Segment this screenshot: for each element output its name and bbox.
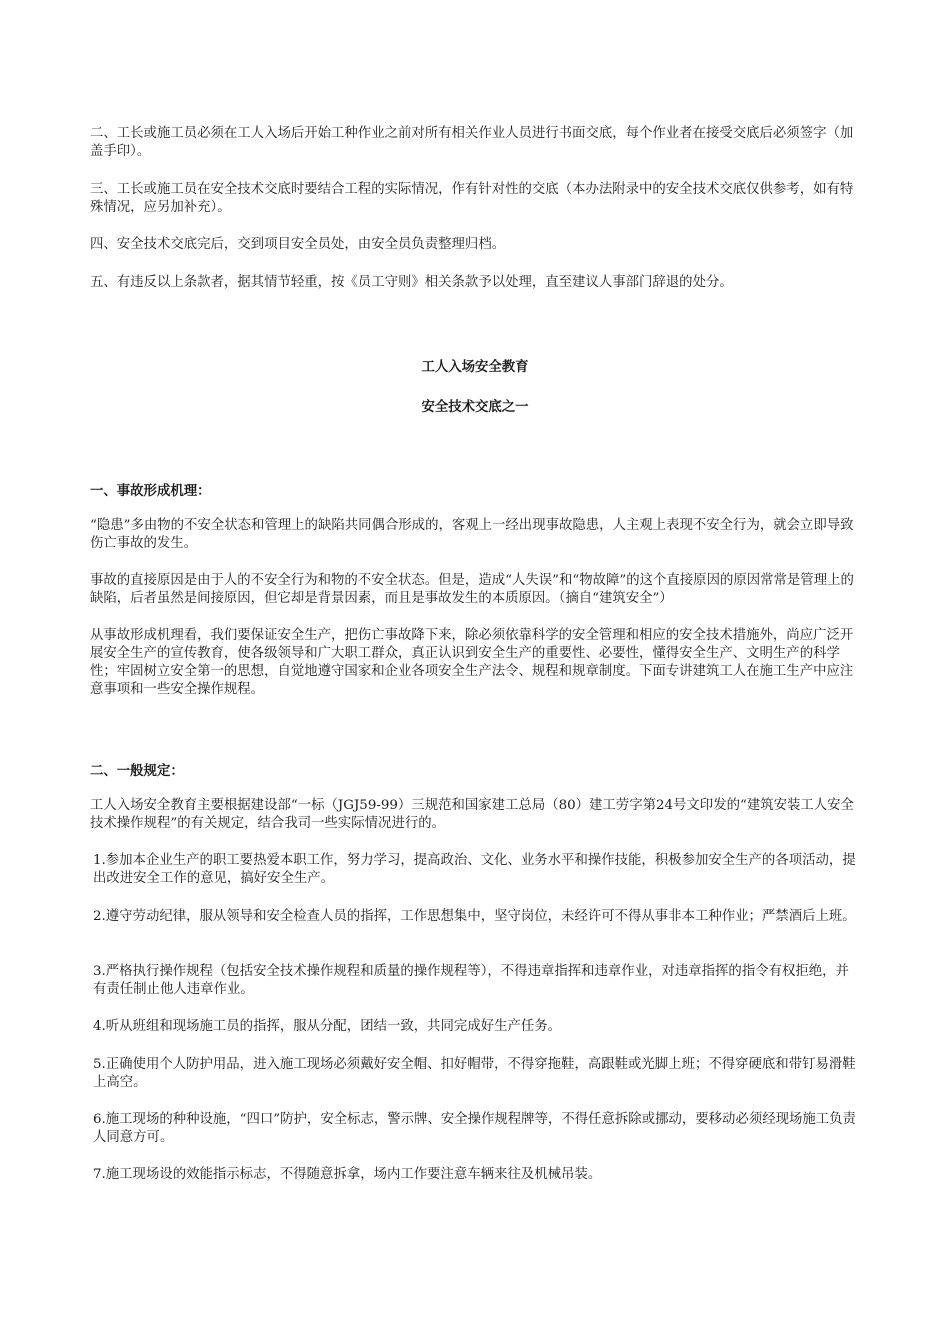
rule-two: 二、工长或施工员必须在工人入场后开始工种作业之前对所有相关作业人员进行书面交底，每个作业者在接受交底后必须签字（加盖手印）。	[90, 126, 854, 159]
rule-five: 五、有违反以上条款者，据其情节轻重，按《员工守则》相关条款予以处理，直至建议人事部门辞退的处分。	[90, 275, 733, 290]
list-item: 5.正确使用个人防护用品，进入施工现场必须戴好安全帽、扣好帽带，不得穿拖鞋，高跟鞋或光脚上班；不得穿硬底和带钉易滑鞋上高空。	[93, 1057, 856, 1090]
section1-paragraph: 从事故形成机理看，我们要保证安全生产，把伤亡事故降下来，除必须依靠科学的安全管理和相应的安全技术措施外，尚应广泛开展安全生产的宣传教育，使各级领导和广大职工群众，真正认识到安全生产的重要性、必要性，懂得安全生产、文明生产的科学性；牢固树立安全第一的思想，自觉地遵守国家和企业各项安全生产法令、规程和规章制度。下面专讲建筑工人在施工生产中应注意事项和一些安全操作规程。	[90, 628, 854, 697]
rule-three: 三、工长或施工员在安全技术交底时要结合工程的实际情况，作有针对性的交底（本办法附录中的安全技术交底仅供参考，如有特殊情况，应另加补充）。	[90, 182, 854, 215]
list-item: 7.施工现场设的效能指示标志，不得随意拆拿，场内工作要注意车辆来往及机械吊装。	[93, 1167, 602, 1182]
section2-heading: 二、一般规定：	[90, 763, 184, 779]
rule-four: 四、安全技术交底完后，交到项目安全员处，由安全员负责整理归档。	[90, 237, 506, 252]
section1-paragraph: 事故的直接原因是由于人的不安全行为和物的不安全状态。但是，造成“人失误”和“物故障”的这个直接原因的原因常常是管理上的缺陷，后者虽然是间接原因，但它却是背景因素，而且是事故发生的本质原因。（摘自“建筑安全”）	[90, 573, 854, 606]
list-item: 6.施工现场的种种设施，“四口”防护，安全标志，警示牌、安全操作规程牌等，不得任意拆除或挪动，要移动必须经现场施工负责人同意方可。	[93, 1112, 856, 1145]
section2-intro: 工人入场安全教育主要根据建设部“一标（JGJ59-99）三规范和国家建工总局（80）建工劳字第24号文印发的“建筑安装工人安全技术操作规程”的有关规定，结合我司一些实际情况进行的。	[90, 798, 854, 831]
section1-paragraph: “隐患”多由物的不安全状态和管理上的缺陷共同偶合形成的，客观上一经出现事故隐患，人主观上表现不安全行为，就会立即导致伤亡事故的发生。	[90, 518, 854, 551]
list-item: 4.听从班组和现场施工员的指挥，服从分配，团结一致，共同完成好生产任务。	[93, 1019, 562, 1034]
list-item: 1.参加本企业生产的职工要热爱本职工作，努力学习，提高政治、文化、业务水平和操作技能，积极参加安全生产的各项活动，提出改进安全工作的意见，搞好安全生产。	[93, 853, 856, 886]
section1-heading: 一、事故形成机理：	[90, 483, 211, 499]
list-item: 2.遵守劳动纪律，服从领导和安全检查人员的指挥，工作思想集中，坚守岗位，未经许可不得从事非本工种作业；严禁酒后上班。	[93, 909, 856, 924]
list-item: 3.严格执行操作规程（包括安全技术操作规程和质量的操作规程等），不得违章指挥和违章作业，对违章指挥的指令有权拒绝，并有责任制止他人违章作业。	[93, 964, 849, 997]
page-subtitle: 安全技术交底之一	[421, 399, 529, 415]
page-title: 工人入场安全教育	[421, 359, 529, 375]
